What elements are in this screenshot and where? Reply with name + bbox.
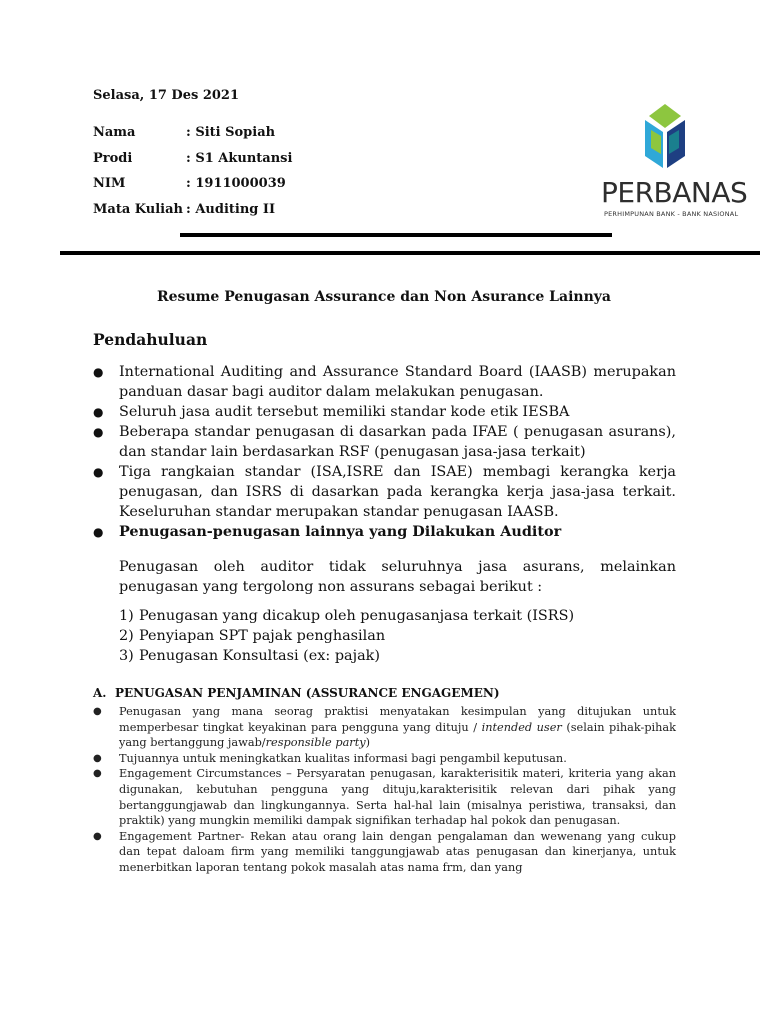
list-item-text: Penugasan Konsultasi (ex: pajak) bbox=[139, 648, 381, 664]
student-info bbox=[93, 125, 292, 227]
info-label: Nama bbox=[93, 125, 136, 140]
list-item bbox=[93, 462, 676, 522]
section-heading-text: PENUGASAN PENJAMINAN (ASSURANCE ENGAGEMEN) bbox=[115, 686, 500, 700]
list-item-text: International Auditing and Assurance Standard Board (IAASB) merupakan panduan dasar bagi auditor dalam melakukan penugasan. bbox=[119, 364, 676, 400]
bullet-icon: ● bbox=[93, 425, 104, 439]
section-letter: A. bbox=[93, 686, 107, 700]
list-item-text bbox=[119, 704, 676, 751]
list-item-text: Tiga rangkaian standar (ISA,ISRE dan ISAE) membagi kerangka kerja penugasan, dan ISRS di dasarkan pada kerangka kerja jasa-jasa terkait. Keseluruhan standar merupakan standar penugasan IAASB. bbox=[119, 464, 676, 520]
list-item bbox=[93, 402, 676, 422]
list-item-text: Penugasan yang dicakup oleh penugasanjasa terkait (ISRS) bbox=[139, 608, 575, 624]
bullet-icon: ● bbox=[93, 768, 102, 780]
info-label: NIM bbox=[93, 176, 126, 191]
intro-paragraph: Penugasan oleh auditor tidak seluruhnya jasa asurans, melainkan penugasan yang tergolong non assurans sebagai berikut : bbox=[119, 559, 676, 595]
list-item-text: Engagement Partner- Rekan atau orang lain dengan pengalaman dan wewenang yang cukup dan tepat daloam firm yang memiliki tanggungjawab atas penugasan dan kinerjanya, untuk menerbitkan laporan tentang pokok masalah atas nama frm, dan yang bbox=[119, 829, 676, 874]
list-number: 3) bbox=[119, 648, 134, 664]
list-item bbox=[93, 829, 676, 876]
list-item-text: Engagement Circumstances – Persyaratan penugasan, karakterisitik materi, kriteria yang akan digunakan, kebutuhan pengguna yang dituju,karakterisitik relevan dari pihak yang bertanggungjawab dan lingkungannya. Serta hal-hal lain (misalnya peristiwa, transaksi, dan praktik) yang mungkin memiliki dampak signifikan terhadap hal pokok dan penugasan. bbox=[119, 767, 676, 828]
list-item bbox=[93, 751, 676, 767]
list-item bbox=[119, 626, 676, 646]
list-item bbox=[119, 646, 676, 666]
list-item bbox=[93, 362, 676, 402]
text-run-italic: responsible party bbox=[265, 736, 366, 750]
text-run: ) bbox=[365, 736, 371, 750]
list-item bbox=[93, 522, 676, 542]
list-number: 1) bbox=[119, 608, 134, 624]
bullet-icon: ● bbox=[93, 465, 104, 479]
list-item-text: Penyiapan SPT pajak penghasilan bbox=[139, 628, 386, 644]
text-run-italic: intended user bbox=[481, 720, 562, 734]
list-item-text: Beberapa standar penugasan di dasarkan pada IFAE ( penugasan asurans), dan standar lain berdasarkan RSF (penugasan jasa-jasa terkait) bbox=[119, 424, 676, 460]
list-number: 2) bbox=[119, 628, 134, 644]
list-item-text: Penugasan-penugasan lainnya yang Dilakukan Auditor bbox=[119, 523, 562, 540]
section-heading-a bbox=[93, 686, 500, 700]
list-item-text: Seluruh jasa audit tersebut memiliki standar kode etik IESBA bbox=[119, 404, 570, 420]
text-run: Penugasan yang mana seorag praktisi menyatakan kesimpulan yang ditujukan untuk memperbesar tingkat keyakinan para pengguna yang dituju / bbox=[119, 705, 676, 734]
pendahuluan-list bbox=[93, 362, 676, 542]
list-item bbox=[93, 766, 676, 828]
info-label: Mata Kuliah bbox=[93, 201, 183, 217]
bullet-icon: ● bbox=[93, 525, 104, 539]
info-label: Prodi bbox=[93, 150, 133, 166]
info-row-prodi bbox=[93, 151, 292, 177]
list-item-text: Tujuannya untuk meningkatkan kualitas informasi bagi pengambil keputusan. bbox=[119, 751, 567, 765]
info-value: : Auditing II bbox=[186, 201, 276, 217]
header-divider-long bbox=[60, 251, 760, 255]
numbered-list bbox=[119, 606, 676, 666]
logo-face-top bbox=[649, 104, 681, 128]
bullet-icon: ● bbox=[93, 405, 104, 419]
list-item bbox=[93, 422, 676, 462]
header-divider-short bbox=[180, 233, 612, 237]
list-item bbox=[119, 606, 676, 626]
info-value: : S1 Akuntansi bbox=[186, 150, 293, 166]
logo-wordmark: PERBANAS bbox=[601, 176, 748, 209]
perbanas-cube-icon bbox=[601, 104, 741, 176]
document-title: Resume Penugasan Assurance dan Non Asurance Lainnya bbox=[157, 289, 611, 305]
section-heading-pendahuluan: Pendahuluan bbox=[93, 330, 208, 349]
bullet-icon: ● bbox=[93, 752, 102, 764]
list-item bbox=[93, 704, 676, 751]
bullet-icon: ● bbox=[93, 706, 102, 717]
info-value: : Siti Sopiah bbox=[186, 125, 276, 140]
bullet-icon: ● bbox=[93, 365, 104, 379]
info-row-nim bbox=[93, 176, 292, 202]
section-a-list bbox=[93, 704, 676, 876]
bullet-icon: ● bbox=[93, 830, 102, 842]
info-row-course bbox=[93, 202, 292, 228]
info-value: : 1911000039 bbox=[186, 176, 286, 191]
logo-tagline: PERHIMPUNAN BANK - BANK NASIONAL bbox=[604, 210, 739, 218]
document-date: Selasa, 17 Des 2021 bbox=[93, 88, 240, 103]
perbanas-logo bbox=[601, 104, 748, 224]
info-row-name bbox=[93, 125, 292, 151]
text-run: (selain pihak-pihak yang bertanggung jawab/ bbox=[119, 720, 677, 750]
